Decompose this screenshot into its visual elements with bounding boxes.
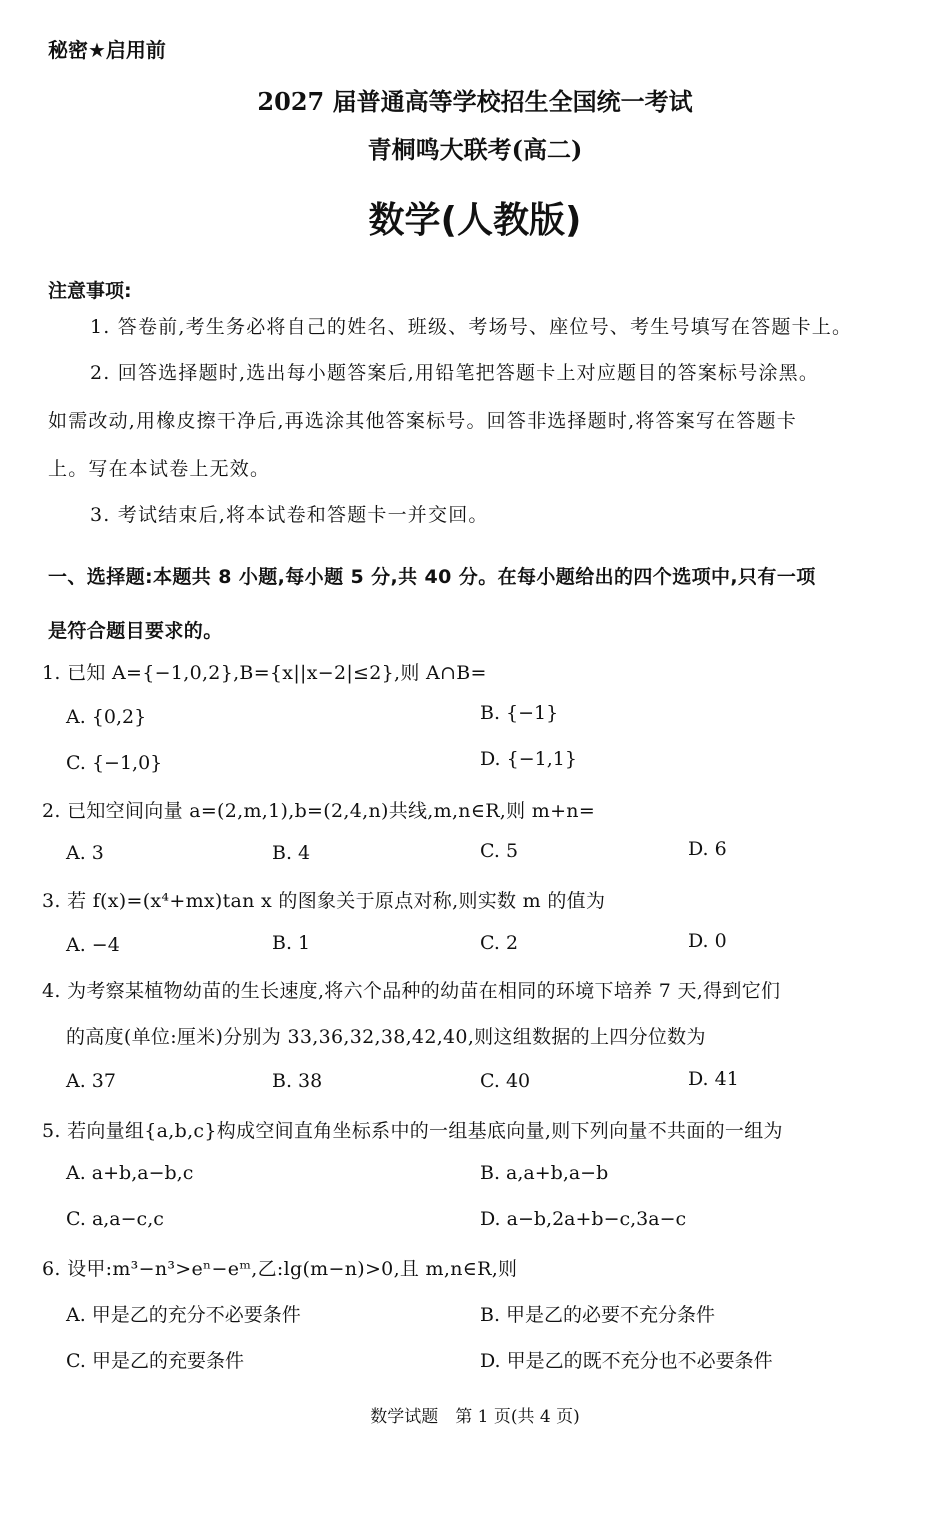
notice-item-2-line-1: 2. 回答选择题时,选出每小题答案后,用铅笔把答题卡上对应题目的答案标号涂黑。 <box>90 362 820 384</box>
question-1-option-c: C. {−1,0} <box>66 752 163 774</box>
question-1-option-d: D. {−1,1} <box>480 748 577 770</box>
question-4-stem-line-2: 的高度(单位:厘米)分别为 33,36,32,38,42,40,则这组数据的上四分位数为 <box>66 1026 706 1048</box>
question-3-option-a: A. −4 <box>66 934 120 956</box>
subject-title: 数学(人教版) <box>368 200 582 241</box>
question-2-option-c: C. 5 <box>480 840 519 862</box>
question-3-option-d: D. 0 <box>688 930 727 952</box>
exam-title: 2027 届普通高等学校招生全国统一考试 <box>257 87 693 116</box>
notice-item-3: 3. 考试结束后,将本试卷和答题卡一并交回。 <box>90 504 489 526</box>
notice-item-1: 1. 答卷前,考生务必将自己的姓名、班级、考场号、座位号、考生号填写在答题卡上。 <box>90 316 853 338</box>
notice-title: 注意事项: <box>48 280 132 302</box>
question-6-option-a: A. 甲是乙的充分不必要条件 <box>66 1304 301 1326</box>
question-6-option-b: B. 甲是乙的必要不充分条件 <box>480 1304 716 1326</box>
question-6-option-d: D. 甲是乙的既不充分也不必要条件 <box>480 1350 773 1372</box>
question-3-option-c: C. 2 <box>480 932 519 954</box>
question-4-option-c: C. 40 <box>480 1070 531 1092</box>
question-1-option-a: A. {0,2} <box>66 706 147 728</box>
section-1-heading-line-1: 一、选择题:本题共 8 小题,每小题 5 分,共 40 分。在每小题给出的四个选项中,只有一项 <box>48 566 816 588</box>
question-3-option-b: B. 1 <box>272 932 311 954</box>
question-2-option-a: A. 3 <box>66 842 104 864</box>
question-1-stem: 1. 已知 A={−1,0,2},B={x||x−2|≤2},则 A∩B= <box>42 662 487 684</box>
question-2-option-d: D. 6 <box>688 838 727 860</box>
exam-subtitle: 青桐鸣大联考(高二) <box>367 135 583 164</box>
question-5-option-d: D. a−b,2a+b−c,3a−c <box>480 1208 687 1230</box>
question-6-option-c: C. 甲是乙的充要条件 <box>66 1350 244 1372</box>
question-5-stem: 5. 若向量组{a,b,c}构成空间直角坐标系中的一组基底向量,则下列向量不共面的一组为 <box>42 1120 783 1142</box>
question-4-stem-line-1: 4. 为考察某植物幼苗的生长速度,将六个品种的幼苗在相同的环境下培养 7 天,得到它们 <box>42 980 781 1002</box>
question-5-option-c: C. a,a−c,c <box>66 1208 164 1230</box>
question-2-stem: 2. 已知空间向量 a=(2,m,1),b=(2,4,n)共线,m,n∈R,则 m+n= <box>42 800 596 822</box>
question-4-option-b: B. 38 <box>272 1070 323 1092</box>
question-2-option-b: B. 4 <box>272 842 311 864</box>
question-6-stem: 6. 设甲:m³−n³>eⁿ−eᵐ,乙:lg(m−n)>0,且 m,n∈R,则 <box>42 1258 518 1280</box>
section-1-heading-line-2: 是符合题目要求的。 <box>48 620 223 642</box>
page-footer: 数学试题 第 1 页(共 4 页) <box>370 1407 580 1427</box>
question-1-option-b: B. {−1} <box>480 702 559 724</box>
question-5-option-b: B. a,a+b,a−b <box>480 1162 609 1184</box>
question-5-option-a: A. a+b,a−b,c <box>66 1162 194 1184</box>
notice-item-2-line-3: 上。写在本试卷上无效。 <box>48 458 271 480</box>
question-3-stem: 3. 若 f(x)=(x⁴+mx)tan x 的图象关于原点对称,则实数 m 的值为 <box>42 890 606 912</box>
notice-item-2-line-2: 如需改动,用橡皮擦干净后,再选涂其他答案标号。回答非选择题时,将答案写在答题卡 <box>48 410 797 432</box>
question-4-option-a: A. 37 <box>66 1070 116 1092</box>
question-4-option-d: D. 41 <box>688 1068 739 1090</box>
confidential-mark: 秘密★启用前 <box>48 38 166 62</box>
